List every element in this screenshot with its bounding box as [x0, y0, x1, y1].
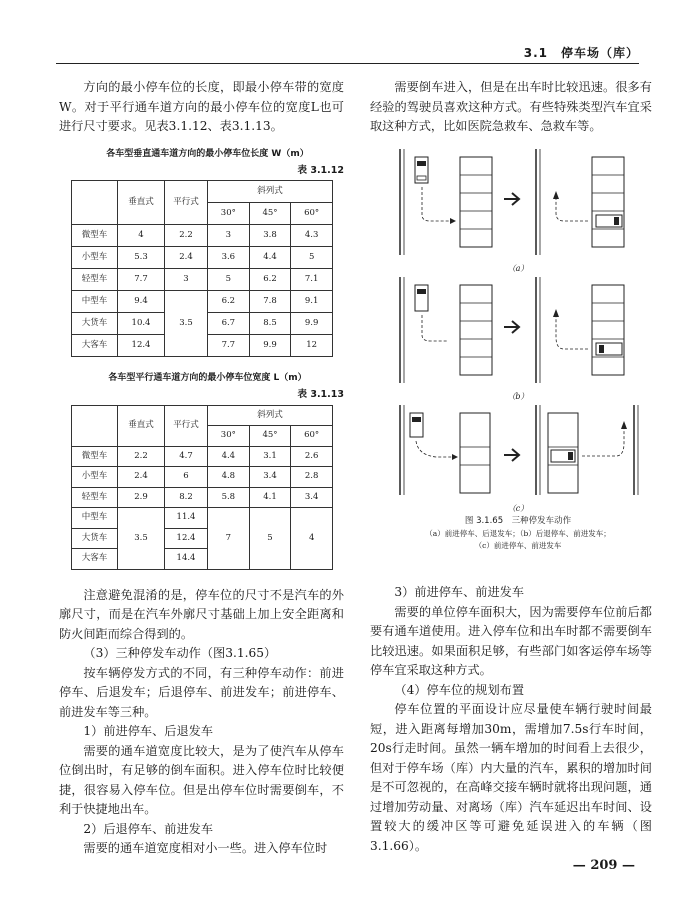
- table-3-1-13: [59, 371, 344, 570]
- cell: 7.7: [208, 335, 250, 357]
- cell: 7.8: [249, 291, 291, 313]
- cell: 3: [208, 225, 250, 247]
- cell: 9.4: [118, 291, 165, 313]
- cell: 微型车: [72, 446, 118, 467]
- table-3-1-12: [59, 147, 344, 358]
- cell: 6.2: [249, 269, 291, 291]
- cell: 轻型车: [72, 487, 118, 508]
- cell: 12.4: [165, 528, 208, 549]
- table2-h-oblique: 斜列式: [208, 405, 333, 426]
- figure-subcaption-1: （a）前进停车、后退发车；（b）后退停车、前进发车；: [425, 529, 611, 538]
- cell: 8.5: [249, 313, 291, 335]
- figure-a-label: （a）: [507, 264, 529, 273]
- cell: 大客车: [72, 549, 118, 570]
- figure-c-diagram: [388, 403, 648, 499]
- body-paragraph: 需要倒车进入，但是在出车时比较迅速。很多有经验的驾驶员喜欢这种方式。有些特殊类型汽车宜采取这种方式，比如医院急救车、急救车等。: [370, 80, 652, 133]
- header-rule: [56, 63, 639, 64]
- cell: 14.4: [165, 549, 208, 570]
- sub-heading: 1）前进停车、后退发车: [83, 724, 214, 738]
- cell: 5: [208, 269, 250, 291]
- cell: 2.9: [118, 487, 165, 508]
- sub-heading: 3）前进停车、前进发车: [394, 585, 525, 599]
- cell: 4.8: [208, 467, 250, 488]
- cell: 中型车: [72, 508, 118, 529]
- cell: 3.1: [249, 446, 291, 467]
- cell: 6.2: [208, 291, 250, 313]
- cell: 3: [165, 269, 208, 291]
- table2-h-30: 30°: [208, 426, 250, 447]
- table1-h-60: 60°: [291, 203, 333, 225]
- cell-merged: 4: [291, 508, 333, 570]
- cell: 6: [165, 467, 208, 488]
- cell: 10.4: [118, 313, 165, 335]
- table1-caption: 各车型垂直通车道方向的最小停车位长度 W（m）: [106, 148, 309, 159]
- body-paragraph: 按车辆停发方式的不同，有三种停车动作：前进停车、后退发车；后退停车、前进发车；前进停车、前进发车等三种。: [59, 665, 344, 719]
- table2-h-60: 60°: [291, 426, 333, 447]
- table2-h-parallel: 平行式: [165, 405, 208, 446]
- cell: 微型车: [72, 225, 118, 247]
- table1-h-45: 45°: [249, 203, 291, 225]
- cell: 3.4: [291, 487, 333, 508]
- figure-subcaption-2: （c）前进停车、前进发车: [474, 541, 562, 550]
- table-row: [72, 291, 333, 313]
- cell: 6.7: [208, 313, 250, 335]
- cell: 11.4: [165, 508, 208, 529]
- cell: 4.3: [291, 225, 333, 247]
- figure-3-1-65: [388, 147, 648, 552]
- body-paragraph: 停车位置的平面设计应尽量使车辆行驶时间最短，进入距离每增加30m，需增加7.5s行车时间，20s行走时间。虽然一辆车增加的时间看上去很少，但对于停车场（库）内大量的汽车，累积的增加时间是不可忽视的，在高峰交接车辆时就将出现问题，通过增加劳动量、对离场（库）汽车延迟出车时间、设置较大的缓冲区等可避免延误进入的车辆（图3.1.66）。: [370, 702, 652, 853]
- cell-merged: 7: [208, 508, 250, 570]
- table-row: [72, 467, 333, 488]
- page-number: — 209 —: [572, 858, 635, 873]
- body-paragraph: 需要的通车道宽度比较大，是为了使汽车从停车位倒出时，有足够的倒车面积。进入停车位时比较便捷，很容易入停车位。但是出停车位时需要倒车，不利于快捷地出车。: [59, 743, 344, 816]
- cell: 3.8: [249, 225, 291, 247]
- table-row: [72, 487, 333, 508]
- left-column: [59, 78, 344, 859]
- cell: 小型车: [72, 247, 118, 269]
- table2-number: 表 3.1.13: [297, 389, 344, 400]
- figure-b-label: （b）: [507, 392, 529, 401]
- cell: 4.1: [249, 487, 291, 508]
- table2-caption: 各车型平行通车道方向的最小停车位宽度 L（m）: [108, 373, 307, 383]
- cell: 2.2: [165, 225, 208, 247]
- table-row: [72, 269, 333, 291]
- cell: 3.6: [208, 247, 250, 269]
- cell: 5.8: [208, 487, 250, 508]
- cell-merged: 3.5: [165, 291, 208, 357]
- table1-number: 表 3.1.12: [297, 164, 344, 176]
- cell: 大货车: [72, 313, 118, 335]
- cell: 12: [291, 335, 333, 357]
- table2-grid: [71, 405, 333, 570]
- sub-heading: 2）后退停车、前进发车: [83, 821, 214, 836]
- cell: 5.3: [118, 247, 165, 269]
- body-paragraph: 需要的单位停车面积大，因为需要停车位前后都要有通车道使用。进入停车位和出车时都不需要倒车比较迅速。如果面积足够，有些部门如客运停车场等停车宜采取这种方式。: [370, 604, 652, 677]
- cell: 2.6: [291, 446, 333, 467]
- cell: 8.2: [165, 487, 208, 508]
- body-paragraph: 注意避免混淆的是，停车位的尺寸不是汽车的外廓尺寸，而是在汽车外廓尺寸基础上加上安全距离和防火间距而综合得到的。: [59, 587, 344, 641]
- cell: 9.1: [291, 291, 333, 313]
- cell: 2.2: [118, 446, 165, 467]
- body-paragraph: 需要的通车道宽度相对小一些。进入停车位时: [83, 841, 328, 855]
- cell: 7.1: [291, 269, 333, 291]
- cell: 4.4: [208, 446, 250, 467]
- right-column-top: [370, 78, 652, 137]
- cell: 4.4: [249, 247, 291, 269]
- table-row: [72, 446, 333, 467]
- figure-caption: 图 3.1.65 三种停发车动作: [464, 516, 572, 526]
- table1-corner: [72, 181, 118, 225]
- table1-h-oblique: 斜列式: [208, 181, 333, 203]
- cell: 2.8: [291, 467, 333, 488]
- cell: 轻型车: [72, 269, 118, 291]
- cell: 7.7: [118, 269, 165, 291]
- cell: 9.9: [291, 313, 333, 335]
- cell: 2.4: [165, 247, 208, 269]
- table2-h-vertical: 垂直式: [118, 405, 165, 446]
- figure-a-diagram: [388, 147, 648, 259]
- cell: 9.9: [249, 335, 291, 357]
- cell: 小型车: [72, 467, 118, 488]
- table1-h-vertical: 垂直式: [118, 181, 165, 225]
- left-body: [59, 586, 344, 859]
- cell: 3.4: [249, 467, 291, 488]
- cell: 4.7: [165, 446, 208, 467]
- table2-corner: [72, 405, 118, 446]
- cell-merged: 3.5: [118, 508, 165, 570]
- right-column-bottom: [370, 583, 652, 856]
- section-heading: （3）三种停发车动作（图3.1.65）: [83, 646, 277, 660]
- cell: 大货车: [72, 528, 118, 549]
- figure-b-diagram: [388, 275, 648, 387]
- figure-c-label: （c）: [507, 504, 529, 513]
- cell: 12.4: [118, 335, 165, 357]
- table-row: [72, 247, 333, 269]
- cell-merged: 5: [249, 508, 291, 570]
- cell: 5: [291, 247, 333, 269]
- table-row: [72, 508, 333, 529]
- table-row: [72, 225, 333, 247]
- running-head: 3.1 停车场（库）: [523, 46, 639, 60]
- cell: 大客车: [72, 335, 118, 357]
- section-heading: （4）停车位的规划布置: [394, 682, 525, 697]
- table1-h-parallel: 平行式: [165, 181, 208, 225]
- table1-grid: [71, 180, 333, 357]
- cell: 2.4: [118, 467, 165, 488]
- intro-paragraph: 方向的最小停车位的长度，即最小停车带的宽度W。对于平行通车道方向的最小停车位的宽度L也可进行尺寸要求。见表3.1.12、表3.1.13。: [59, 80, 344, 133]
- table1-h-30: 30°: [208, 203, 250, 225]
- table2-h-45: 45°: [249, 426, 291, 447]
- cell: 4: [118, 225, 165, 247]
- cell: 中型车: [72, 291, 118, 313]
